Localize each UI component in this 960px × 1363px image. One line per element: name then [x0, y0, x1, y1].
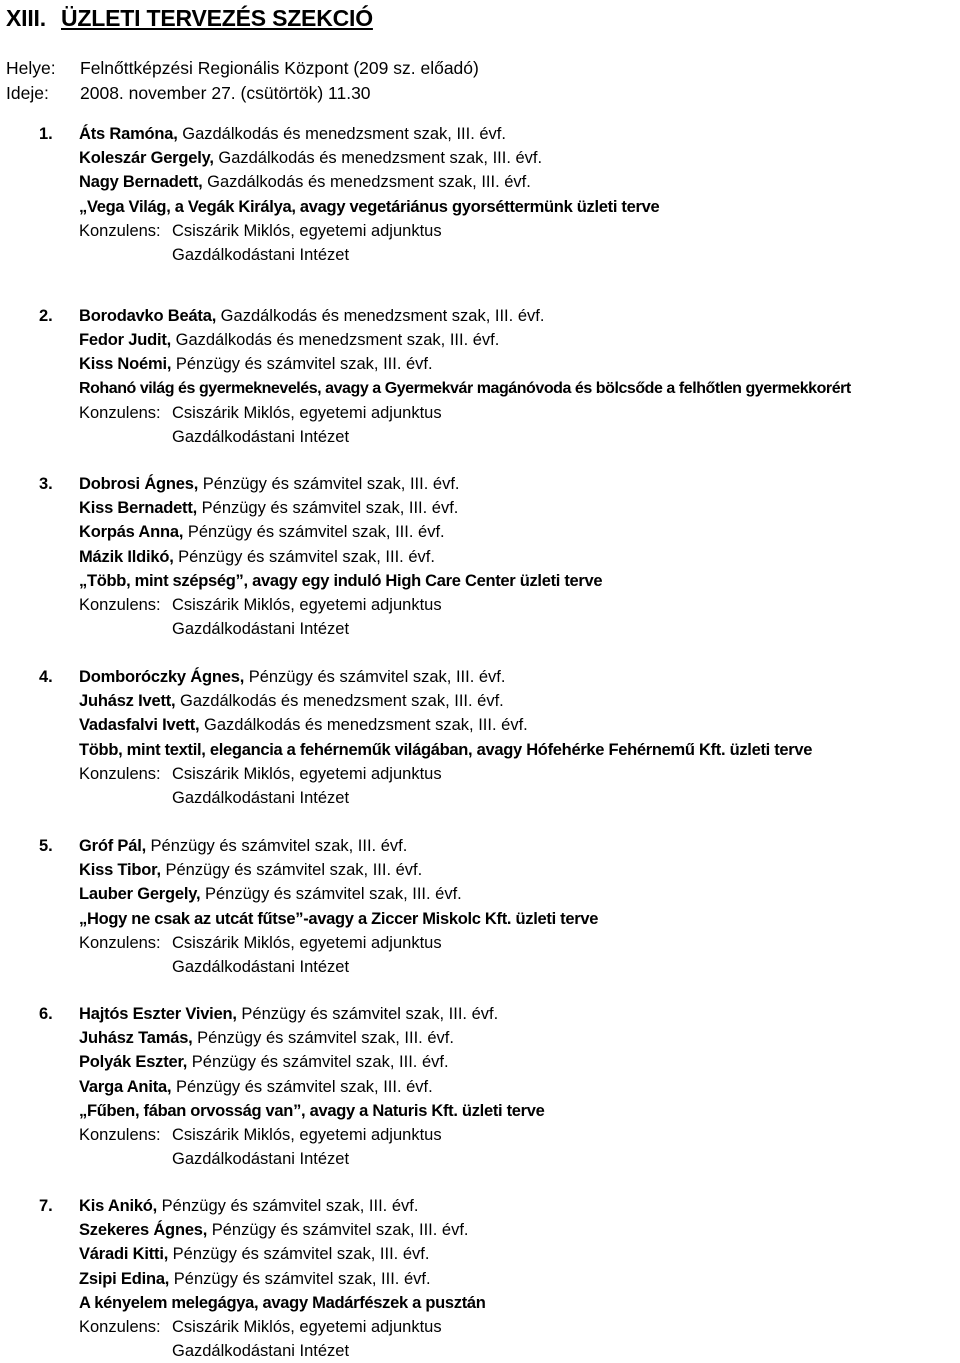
student-name: Borodavko Beáta,	[79, 307, 217, 325]
place-row	[6, 58, 479, 79]
institute-name: Gazdálkodástani Intézet	[172, 245, 350, 264]
consultant-line	[0, 1123, 960, 1147]
project-line	[0, 1099, 960, 1123]
consultant-label: Konzulens:	[79, 764, 161, 783]
consultant-name: Csiszárik Miklós, egyetemi adjunktus	[172, 1125, 442, 1144]
project-line	[0, 907, 960, 931]
consultant-label: Konzulens:	[79, 595, 161, 614]
section-title-text: ÜZLETI TERVEZÉS SZEKCIÓ	[61, 5, 373, 31]
student-program: Pénzügy és számvitel szak, III. évf.	[145, 837, 408, 855]
consultant-label: Konzulens:	[79, 933, 161, 952]
institute-name: Gazdálkodástani Intézet	[172, 1150, 350, 1169]
student-line	[0, 1075, 960, 1099]
student-program: Pénzügy és számvitel szak, III. évf.	[157, 1197, 419, 1215]
student-line	[0, 1050, 960, 1074]
consultant-name: Csiszárik Miklós, egyetemi adjunktus	[172, 221, 442, 240]
student-name: Varga Anita,	[79, 1077, 172, 1096]
student-line	[0, 1026, 960, 1050]
student-name: Mázik Ildikó,	[79, 547, 174, 566]
student-line	[0, 1002, 960, 1026]
entry-3	[0, 472, 960, 641]
entry-number: 3.	[39, 475, 53, 493]
institute-name: Gazdálkodástani Intézet	[172, 788, 350, 807]
entry-number: 2.	[39, 307, 53, 325]
section-number: XIII.	[6, 5, 46, 31]
place-label: Helye:	[6, 58, 56, 78]
consultant-name: Csiszárik Miklós, egyetemi adjunktus	[172, 595, 442, 614]
institute-name: Gazdálkodástani Intézet	[172, 957, 350, 976]
student-line	[0, 713, 960, 737]
consultant-line	[0, 931, 960, 955]
student-name: Lauber Gergely,	[79, 885, 201, 904]
student-name: Juhász Ivett,	[79, 692, 176, 711]
student-name: Hajtós Eszter Vivien,	[79, 1005, 237, 1023]
student-name: Juhász Tamás,	[79, 1029, 193, 1048]
student-program: Pénzügy és számvitel szak, III. évf.	[207, 1221, 469, 1240]
student-line	[0, 496, 960, 520]
student-name: Vadasfalvi Ivett,	[79, 716, 200, 735]
student-name: Áts Ramóna,	[79, 125, 178, 143]
project-title: „Fűben, fában orvosság van”, avagy a Naturis Kft. üzleti terve	[79, 1101, 545, 1120]
student-name: Kis Anikó,	[79, 1197, 158, 1215]
student-name: Kiss Tibor,	[79, 861, 161, 880]
student-name: Kiss Bernadett,	[79, 499, 198, 518]
consultant-name: Csiszárik Miklós, egyetemi adjunktus	[172, 764, 442, 783]
student-line	[0, 1218, 960, 1242]
student-name: Nagy Bernadett,	[79, 173, 203, 192]
time-value: 2008. november 27. (csütörtök) 11.30	[80, 83, 371, 103]
student-line	[0, 689, 960, 713]
student-program: Pénzügy és számvitel szak, III. évf.	[171, 355, 433, 374]
entry-number: 4.	[39, 668, 53, 686]
student-program: Pénzügy és számvitel szak, III. évf.	[187, 1053, 449, 1072]
entry-1	[0, 122, 960, 267]
consultant-line	[0, 219, 960, 243]
project-title: „Hogy ne csak az utcát fűtse”-avagy a Ziccer Miskolc Kft. üzleti terve	[79, 909, 599, 928]
student-line	[0, 858, 960, 882]
student-program: Pénzügy és számvitel szak, III. évf.	[168, 1245, 430, 1264]
student-line	[0, 834, 960, 858]
institute-line	[0, 1339, 960, 1363]
student-program: Gazdálkodás és menedzsment szak, III. évf.	[171, 331, 500, 350]
consultant-line	[0, 593, 960, 617]
project-title: „Több, mint szépség”, avagy egy induló High Care Center üzleti terve	[79, 571, 603, 590]
time-label: Ideje:	[6, 83, 49, 103]
entry-6	[0, 1002, 960, 1171]
section-title	[6, 5, 373, 32]
project-line	[0, 377, 960, 401]
institute-name: Gazdálkodástani Intézet	[172, 1342, 350, 1361]
student-name: Dobrosi Ágnes,	[79, 475, 199, 493]
student-name: Zsipi Edina,	[79, 1269, 170, 1288]
student-program: Pénzügy és számvitel szak, III. évf.	[198, 475, 460, 493]
student-line	[0, 1194, 960, 1218]
entry-7	[0, 1194, 960, 1363]
student-program: Pénzügy és számvitel szak, III. évf.	[244, 668, 506, 686]
student-program: Pénzügy és számvitel szak, III. évf.	[160, 861, 423, 880]
student-name: Váradi Kitti,	[79, 1245, 169, 1264]
student-name: Kiss Noémi,	[79, 355, 172, 374]
student-program: Gazdálkodás és menedzsment szak, III. évf.	[199, 716, 528, 735]
project-line	[0, 1291, 960, 1315]
consultant-label: Konzulens:	[79, 1317, 161, 1336]
student-name: Szekeres Ágnes,	[79, 1221, 208, 1240]
consultant-label: Konzulens:	[79, 221, 161, 240]
student-name: Koleszár Gergely,	[79, 149, 214, 168]
student-program: Gazdálkodás és menedzsment szak, III. évf.	[177, 125, 506, 143]
consultant-line	[0, 401, 960, 425]
project-line	[0, 195, 960, 219]
student-program: Pénzügy és számvitel szak, III. évf.	[236, 1005, 499, 1023]
consultant-name: Csiszárik Miklós, egyetemi adjunktus	[172, 403, 442, 422]
student-program: Pénzügy és számvitel szak, III. évf.	[192, 1029, 454, 1048]
student-line	[0, 520, 960, 544]
consultant-line	[0, 762, 960, 786]
student-name: Domboróczky Ágnes,	[79, 668, 245, 686]
student-program: Gazdálkodás és menedzsment szak, III. évf.	[213, 149, 543, 168]
student-line	[0, 1267, 960, 1291]
student-program: Gazdálkodás és menedzsment szak, III. évf.	[175, 692, 504, 711]
entry-2	[0, 304, 960, 449]
student-name: Fedor Judit,	[79, 331, 172, 350]
student-line	[0, 352, 960, 376]
student-program: Pénzügy és számvitel szak, III. évf.	[173, 547, 435, 566]
student-line	[0, 882, 960, 906]
institute-line	[0, 425, 960, 449]
student-line	[0, 146, 960, 170]
student-program: Pénzügy és számvitel szak, III. évf.	[171, 1077, 433, 1096]
student-line	[0, 665, 960, 689]
institute-name: Gazdálkodástani Intézet	[172, 427, 350, 446]
student-name: Gróf Pál,	[79, 837, 146, 855]
student-line	[0, 328, 960, 352]
consultant-label: Konzulens:	[79, 1125, 161, 1144]
consultant-name: Csiszárik Miklós, egyetemi adjunktus	[172, 933, 442, 952]
entry-number: 6.	[39, 1005, 53, 1023]
project-title: Több, mint textil, elegancia a fehérneműk világában, avagy Hófehérke Fehérnemű Kft. üzleti terve	[79, 740, 813, 759]
student-program: Pénzügy és számvitel szak, III. évf.	[169, 1269, 431, 1288]
institute-line	[0, 617, 960, 641]
consultant-line	[0, 1315, 960, 1339]
student-program: Pénzügy és számvitel szak, III. évf.	[197, 499, 459, 518]
institute-line	[0, 1147, 960, 1171]
entry-number: 1.	[39, 125, 53, 143]
student-program: Gazdálkodás és menedzsment szak, III. évf.	[216, 307, 545, 325]
student-line	[0, 545, 960, 569]
project-line	[0, 569, 960, 593]
entry-number: 7.	[39, 1197, 53, 1215]
project-title: Rohanó világ és gyermeknevelés, avagy a Gyermekvár magánóvoda és bölcsőde a felhőtlen gyermekkorért	[79, 379, 851, 397]
place-value: Felnőttképzési Regionális Központ (209 sz. előadó)	[80, 58, 479, 78]
institute-name: Gazdálkodástani Intézet	[172, 620, 350, 639]
student-line	[0, 472, 960, 496]
institute-line	[0, 786, 960, 810]
entry-number: 5.	[39, 837, 53, 855]
time-row	[6, 83, 371, 104]
student-program: Pénzügy és számvitel szak, III. évf.	[200, 885, 462, 904]
project-title: „Vega Világ, a Vegák Királya, avagy vegetáriánus gyorséttermünk üzleti terve	[79, 197, 660, 216]
student-line	[0, 122, 960, 146]
student-line	[0, 304, 960, 328]
student-line	[0, 1242, 960, 1266]
student-name: Korpás Anna,	[79, 523, 184, 542]
entry-4	[0, 665, 960, 810]
student-name: Polyák Eszter,	[79, 1053, 188, 1072]
consultant-label: Konzulens:	[79, 403, 161, 422]
institute-line	[0, 243, 960, 267]
student-program: Pénzügy és számvitel szak, III. évf.	[183, 523, 445, 542]
student-program: Gazdálkodás és menedzsment szak, III. évf.	[202, 173, 531, 192]
entry-5	[0, 834, 960, 979]
project-line	[0, 738, 960, 762]
institute-line	[0, 955, 960, 979]
consultant-name: Csiszárik Miklós, egyetemi adjunktus	[172, 1317, 442, 1336]
project-title: A kényelem melegágya, avagy Madárfészek a pusztán	[79, 1293, 486, 1312]
student-line	[0, 170, 960, 194]
